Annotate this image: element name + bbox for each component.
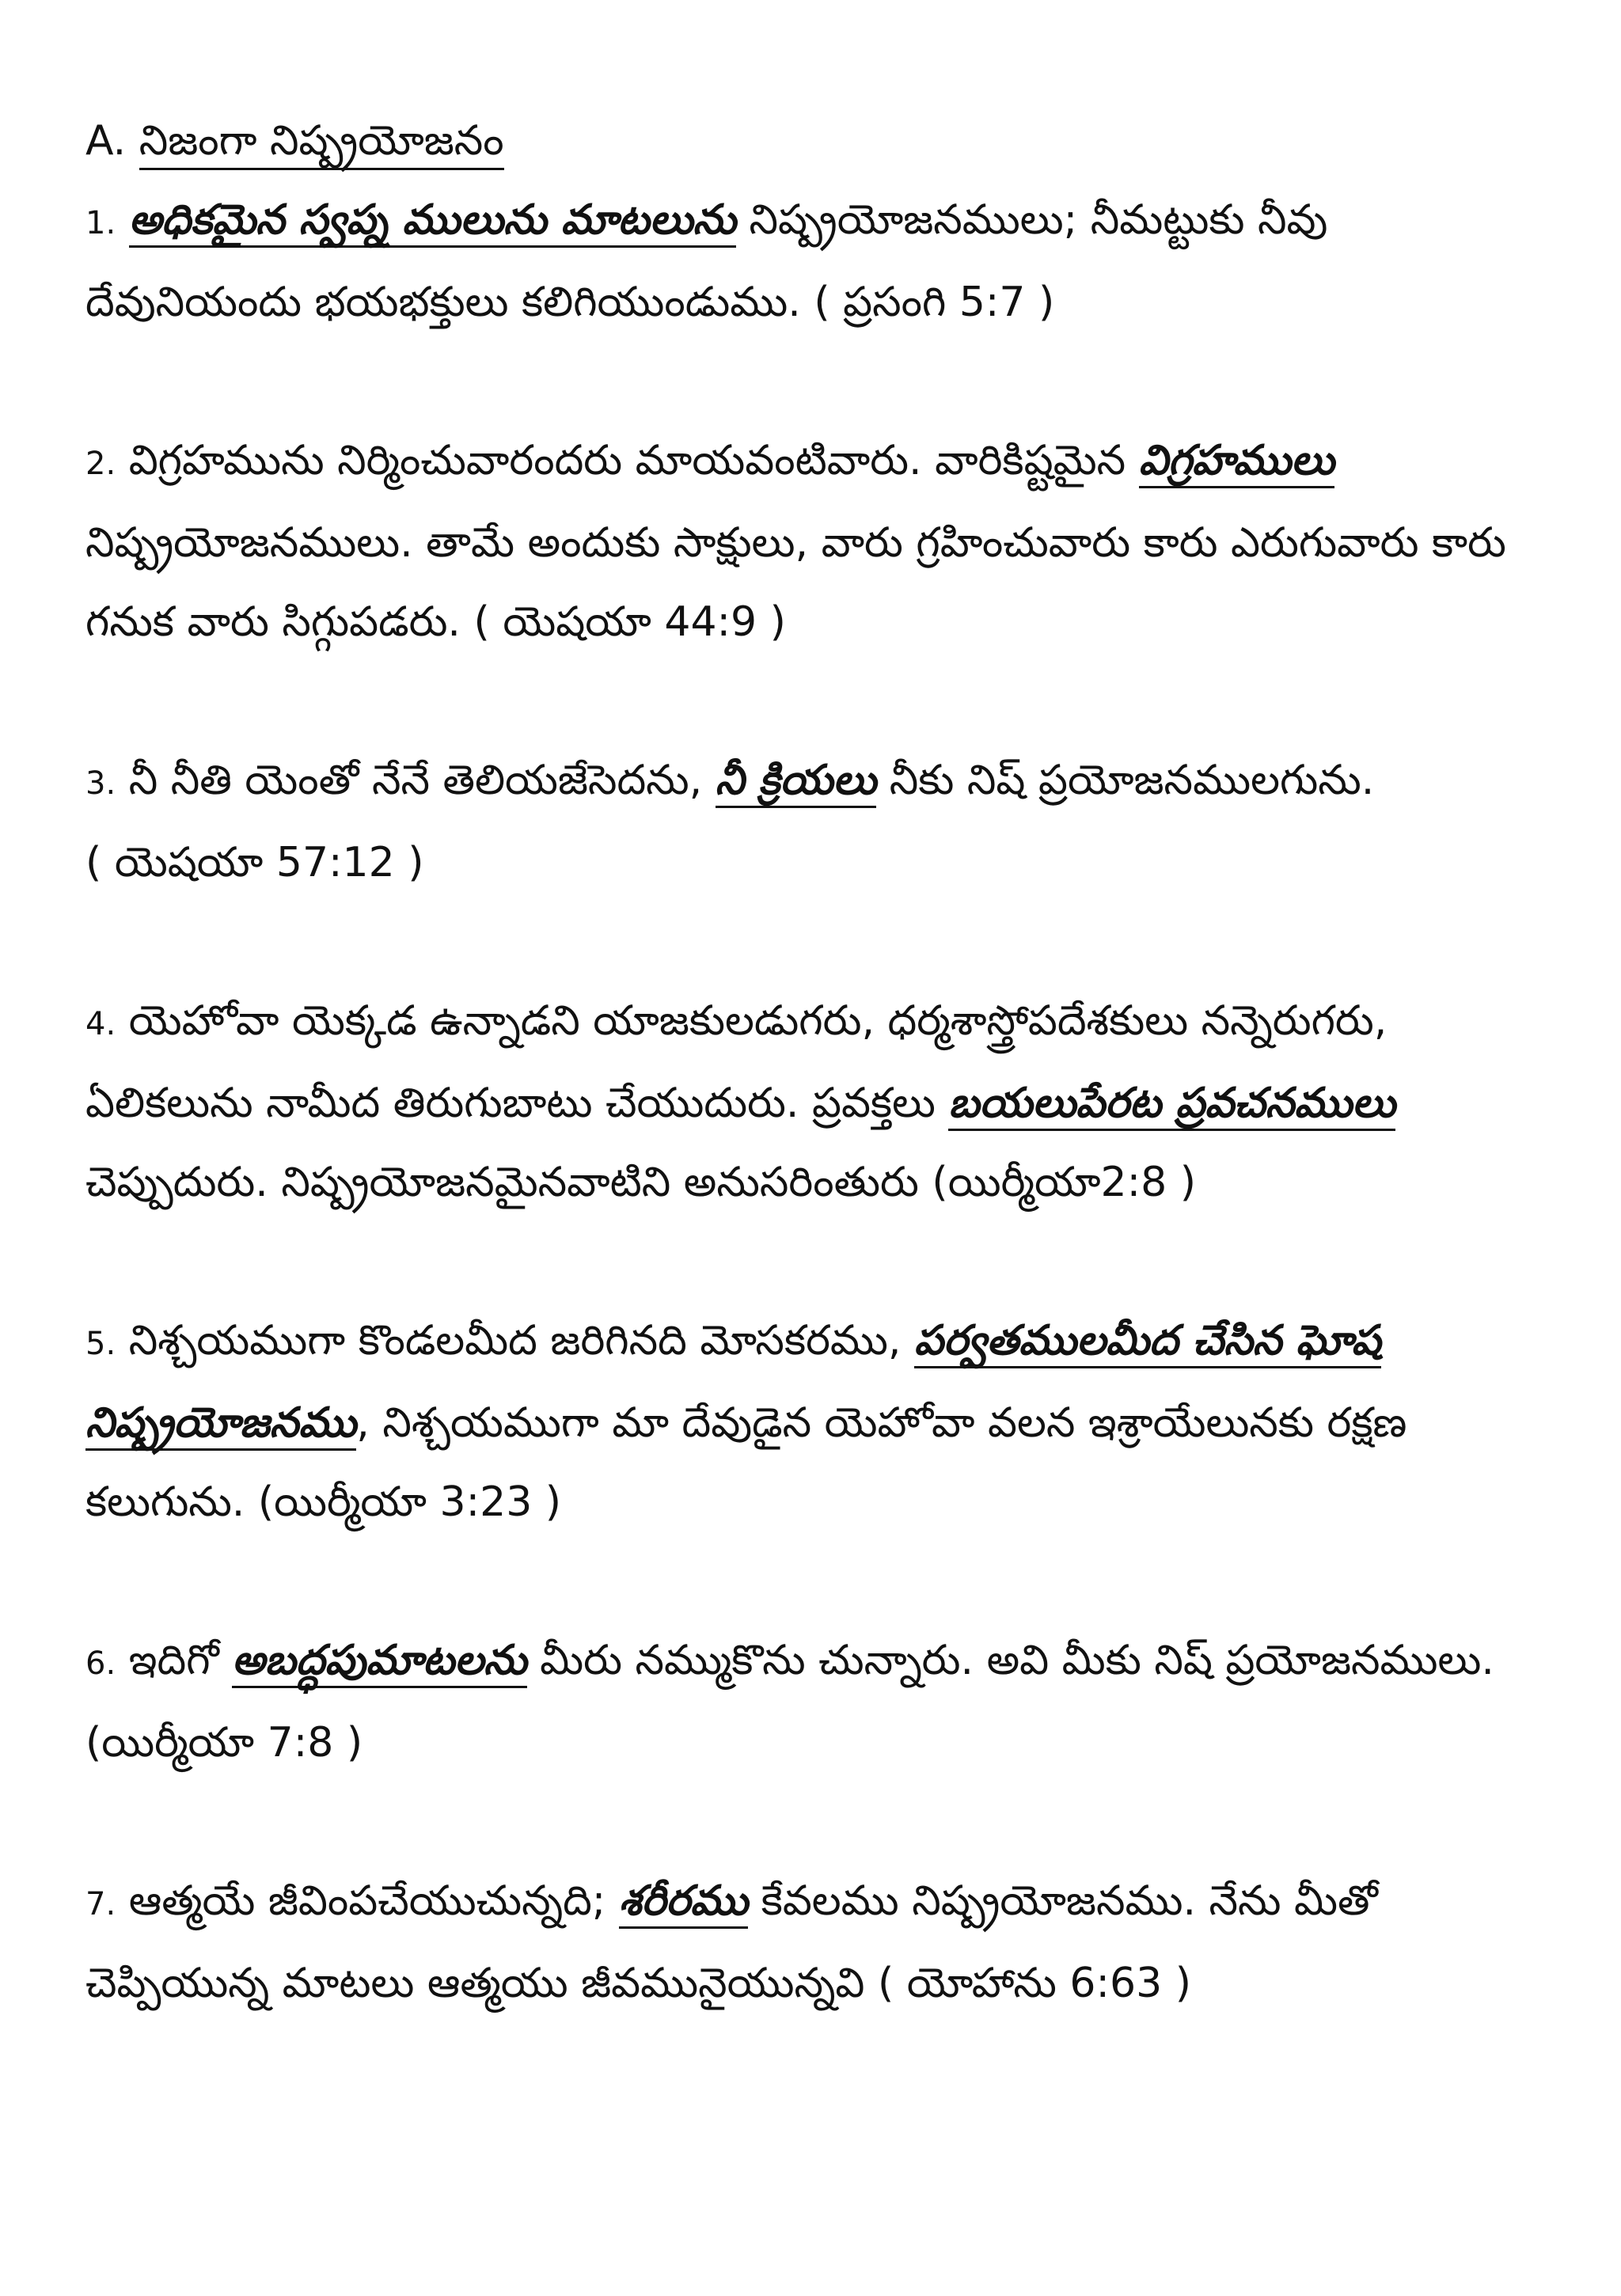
- section-heading: [85, 101, 1542, 180]
- verse-number: 1.: [85, 205, 116, 241]
- verse-text: చెప్పుదురు. నిష్ప్రయోజనమైనవాటిని అనుసరింతురు: [85, 1159, 932, 1206]
- verse-2: [85, 421, 1542, 662]
- verse-emphasis: విగ్రహములు: [1139, 437, 1334, 488]
- verse-number: 5.: [85, 1326, 116, 1362]
- verse-3: [85, 741, 1542, 902]
- verse-reference: ( యెషయా 57:12 ): [85, 839, 424, 886]
- verse-reference: (యిర్మీయా 7:8 ): [85, 1719, 363, 1767]
- verse-reference: ( ప్రసంగి 5:7 ): [814, 279, 1055, 326]
- verse-text: కేవలము నిష్ప్రయోజనము. నేను మీతో చెప్పియున్న మాటలు ఆత్మయు జీవమునైయున్నవి: [85, 1877, 1378, 2007]
- verse-5: [85, 1301, 1542, 1542]
- verse-1: [85, 180, 1542, 342]
- verse-text: నీకు నిష్ ప్రయోజనములగును.: [876, 757, 1375, 804]
- verse-number: 6.: [85, 1645, 116, 1682]
- verse-text-pre: ఇదిగో: [116, 1637, 233, 1684]
- verse-7: [85, 1861, 1542, 2023]
- section-title: నిజంగా నిష్ప్రయోజనం: [139, 117, 504, 170]
- verse-number: 4.: [85, 1006, 116, 1042]
- verse-number: 7.: [85, 1886, 116, 1922]
- verse-emphasis: అబద్ధపుమాటలను: [232, 1637, 526, 1688]
- verse-text: , నిశ్చయముగా మా దేవుడైన యెహోవా వలన ఇశ్రాయేలునకు రక్షణ కలుగును.: [85, 1399, 1407, 1526]
- verse-number: 3.: [85, 765, 116, 802]
- document-page: [85, 101, 1542, 2023]
- verse-text-pre: విగ్రహమును నిర్మించువారందరు మాయవంటివారు. వారికిష్టమైన: [116, 437, 1139, 484]
- section-letter: A.: [85, 117, 127, 165]
- verse-4: [85, 981, 1542, 1222]
- verse-reference: ( యోహాను 6:63 ): [877, 1960, 1191, 2007]
- verse-reference: ( యెషయా 44:9 ): [473, 598, 786, 646]
- verse-6: [85, 1621, 1542, 1782]
- verse-reference: (యిర్మీయా2:8 ): [932, 1159, 1197, 1206]
- verse-emphasis: అధికమైన స్వప్న ములును మాటలును: [129, 196, 736, 248]
- verse-text: నిష్ప్రయోజనములు; నీమట్టుకు నీవు దేవునియందు భయభక్తులు కలిగియుండుము.: [85, 196, 1328, 326]
- verse-number: 2.: [85, 446, 116, 482]
- verse-emphasis: పర్వతములమీద చేసిన ఘోష నిష్ప్రయోజనము: [85, 1317, 1381, 1451]
- verse-emphasis: నీ క్రియలు: [716, 757, 876, 808]
- verse-text-pre: యెహోవా యెక్కడ ఉన్నాడని యాజకులడుగరు, ధర్మశాస్త్రోపదేశకులు నన్నెరుగరు, ఏలికలును నామీద తిరుగుబాటు చేయుదురు. ప్రవక్తలు: [85, 997, 1388, 1127]
- verse-text-pre: ఆత్మయే జీవింపచేయుచున్నది;: [116, 1877, 619, 1925]
- verse-text: నిష్ప్రయోజనములు. తామే అందుకు సాక్షులు, వారు గ్రహించువారు కారు ఎరుగువారు కారు గనుక వారు సిగ్గుపడరు.: [85, 519, 1506, 646]
- verse-text: మీరు నమ్ముకొను చున్నారు. అవి మీకు నిష్ ప్రయోజనములు.: [526, 1637, 1494, 1684]
- verse-reference: (యిర్మీయా 3:23 ): [257, 1478, 562, 1526]
- verse-text-pre: నిశ్చయముగా కొండలమీద జరిగినది మోసకరము,: [116, 1317, 914, 1364]
- verse-emphasis: శరీరము: [619, 1877, 748, 1929]
- verse-text-pre: నీ నీతి యెంతో నేనే తెలియజేసెదను,: [116, 757, 716, 804]
- verse-emphasis: బయలుపేరట ప్రవచనములు: [948, 1080, 1395, 1131]
